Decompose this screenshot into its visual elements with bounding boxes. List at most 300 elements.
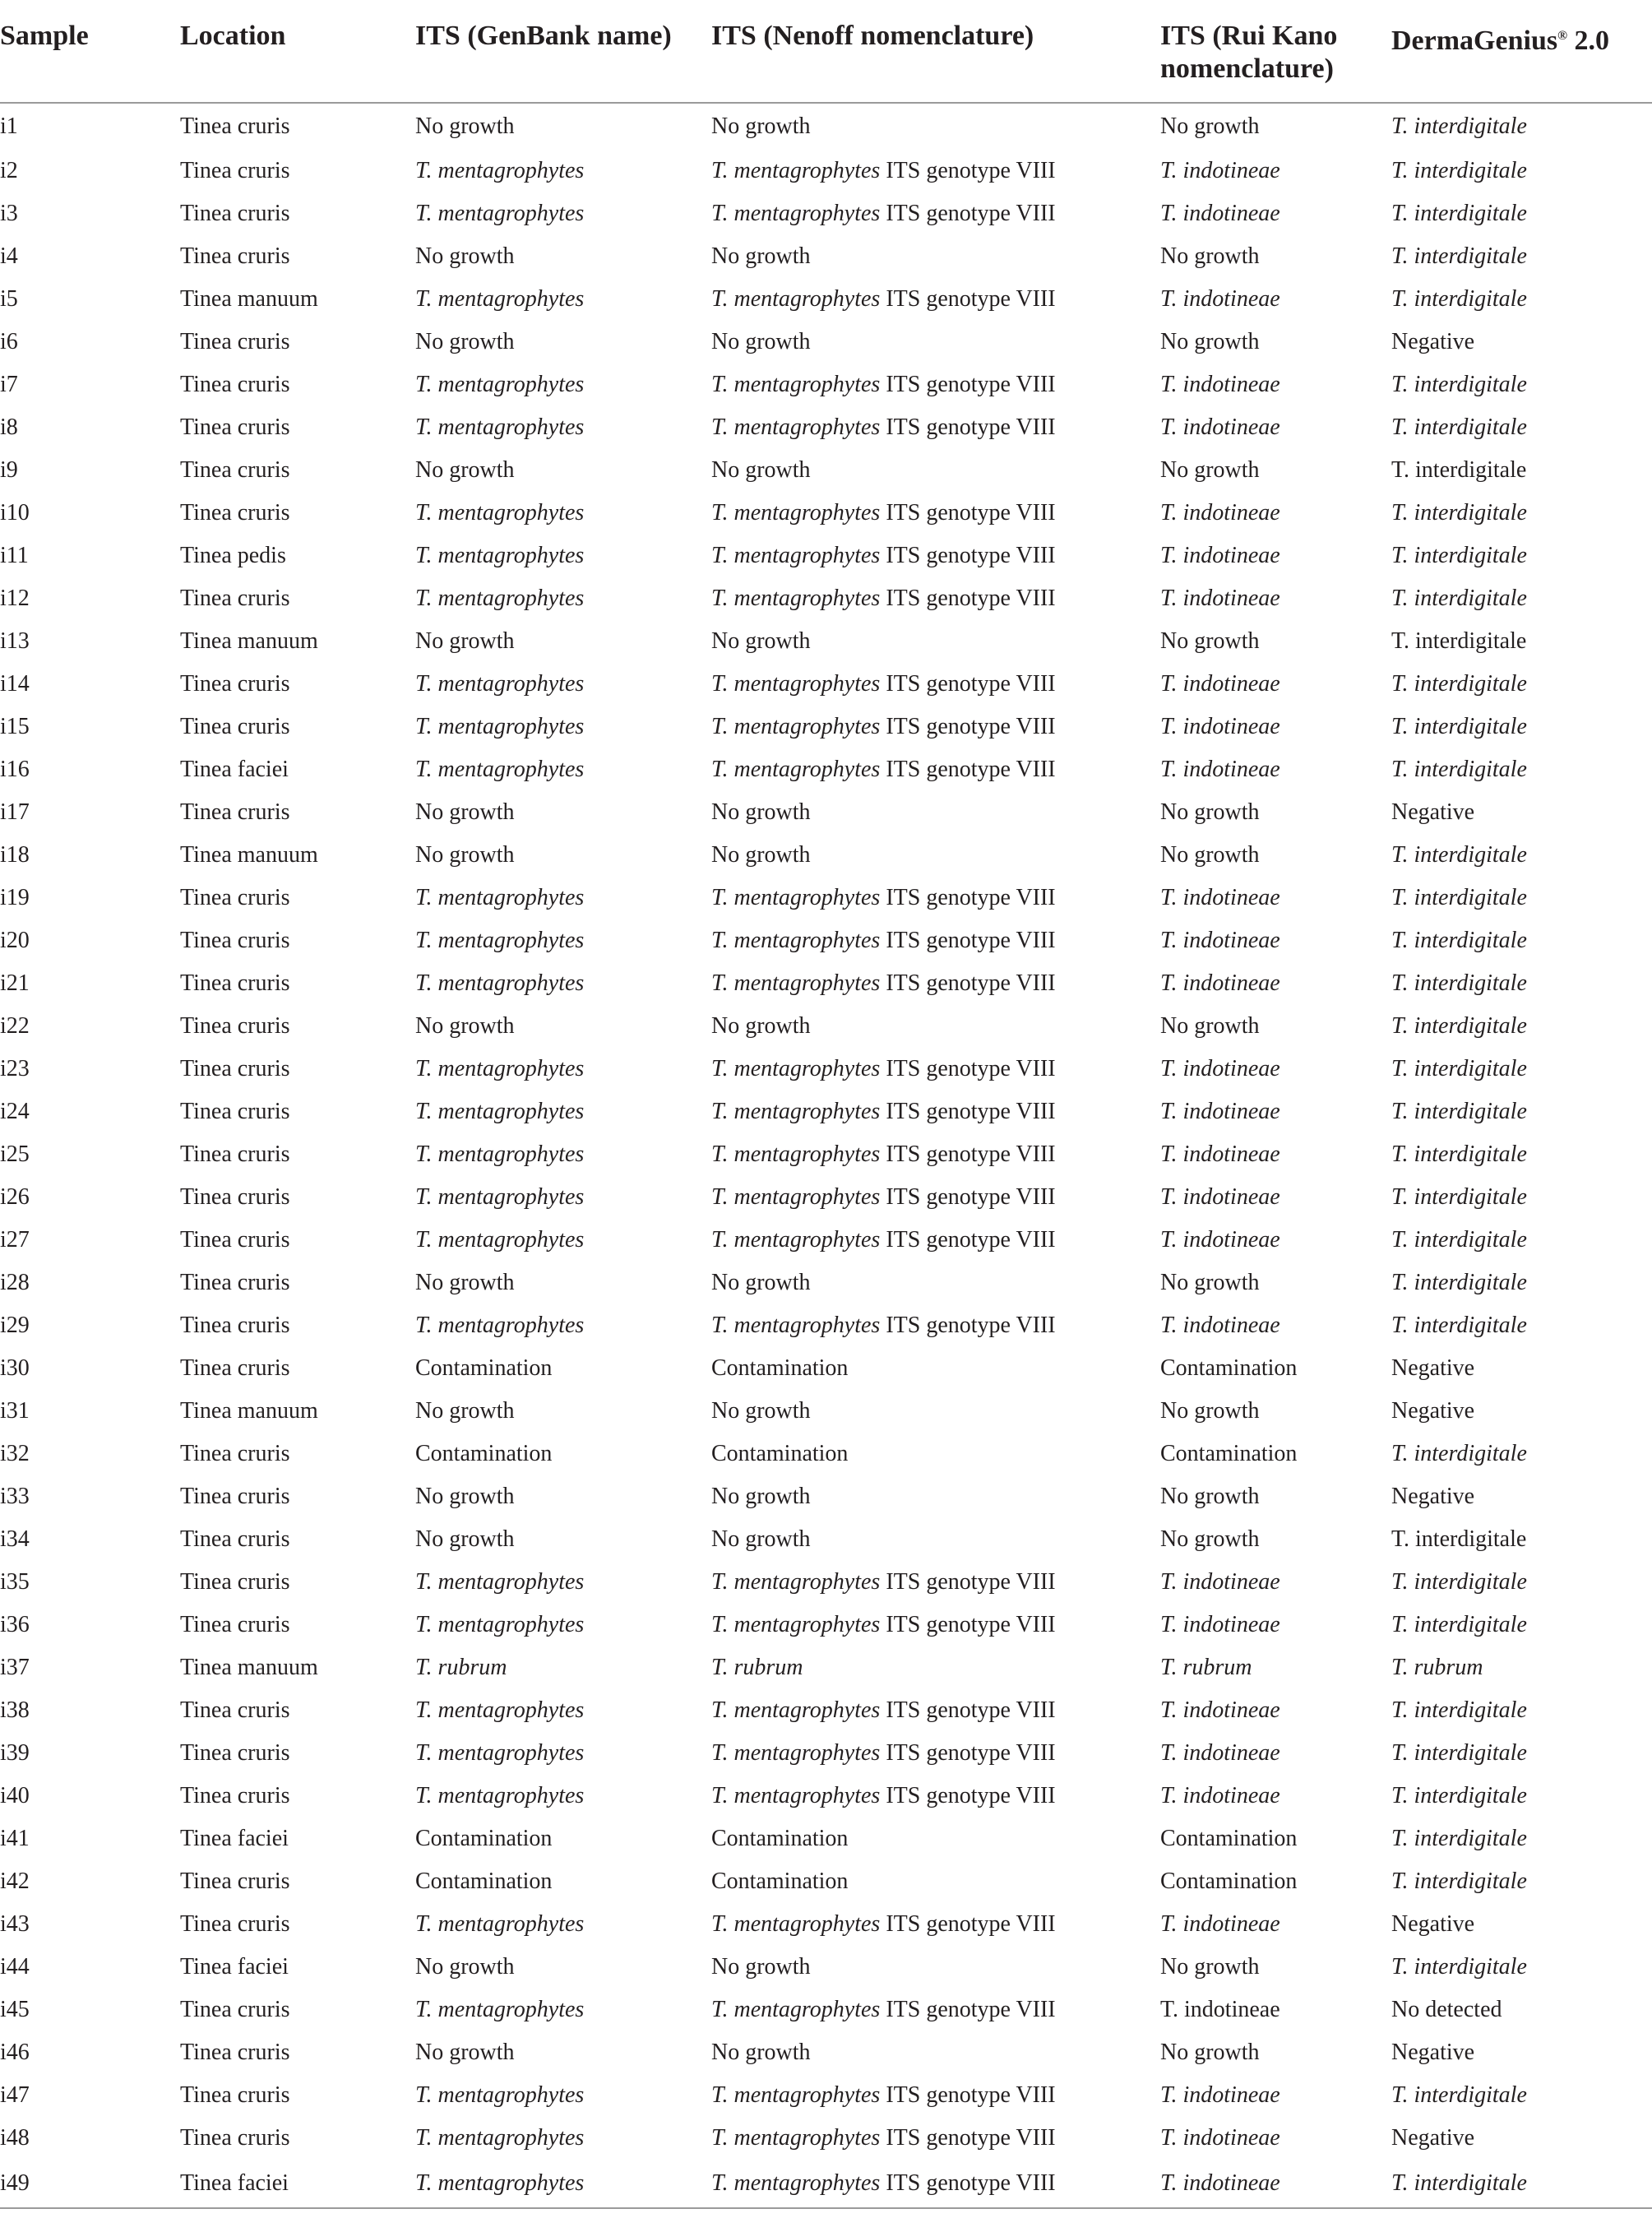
cell-sample: i46 [0, 2040, 30, 2065]
cell-sample: i42 [0, 1868, 30, 1894]
cell-sample: i5 [0, 286, 18, 312]
cell-dermagenius: T. interdigitale [1391, 1099, 1527, 1124]
cell-its-kano: No growth [1160, 113, 1260, 139]
cell-its-kano: T. indotineae [1160, 1697, 1280, 1723]
cell-its-genbank: T. mentagrophytes [415, 1569, 585, 1595]
cell-dermagenius: T. rubrum [1391, 1655, 1483, 1680]
nenoff-species: T. mentagrophytes [711, 1997, 881, 2022]
table-row [0, 1390, 1652, 1433]
nenoff-genotype: ITS genotype VIII [880, 970, 1056, 996]
cell-its-kano: T. indotineae [1160, 1313, 1280, 1338]
cell-its-nenoff [711, 1304, 1160, 1347]
cell-sample: i36 [0, 1612, 30, 1637]
cell-dermagenius: T. interdigitale [1391, 158, 1527, 183]
nenoff-species: T. mentagrophytes [711, 1911, 881, 1937]
nenoff-genotype: ITS genotype VIII [880, 1227, 1056, 1253]
cell-location: Tinea cruris [180, 671, 290, 697]
nenoff-genotype: ITS genotype VIII [880, 201, 1056, 226]
nenoff-genotype: ITS genotype VIII [880, 158, 1056, 183]
table-row [0, 321, 1652, 364]
cell-location: Tinea cruris [180, 372, 290, 397]
cell-dermagenius: No detected [1391, 1997, 1502, 2022]
cell-location: Tinea cruris [180, 1569, 290, 1595]
cell-its-nenoff [711, 1604, 1160, 1646]
cell-dermagenius: Negative [1391, 799, 1475, 825]
cell-its-nenoff [711, 1775, 1160, 1818]
cell-its-kano: T. indotineae [1160, 500, 1280, 526]
cell-its-genbank: T. mentagrophytes [415, 586, 585, 611]
cell-location: Tinea cruris [180, 1184, 290, 1210]
cell-sample: i27 [0, 1227, 30, 1253]
cell-its-nenoff [711, 406, 1160, 449]
cell-its-kano: No growth [1160, 2040, 1260, 2065]
nenoff-genotype: ITS genotype VIII [880, 372, 1056, 397]
cell-location: Tinea cruris [180, 1911, 290, 1937]
cell-its-genbank: No growth [415, 243, 515, 269]
cell-its-nenoff [711, 1219, 1160, 1262]
table-header [0, 0, 1652, 103]
cell-its-kano: T. indotineae [1160, 414, 1280, 440]
table-row [0, 2160, 1652, 2208]
cell-its-genbank: T. mentagrophytes [415, 1783, 585, 1808]
cell-its-genbank: No growth [415, 842, 515, 868]
cell-sample: i12 [0, 586, 30, 611]
cell-its-nenoff [711, 1903, 1160, 1946]
table-row [0, 1518, 1652, 1561]
cell-its-kano: Contamination [1160, 1826, 1298, 1851]
cell-dermagenius: T. interdigitale [1391, 1569, 1527, 1595]
cell-sample: i37 [0, 1655, 30, 1680]
cell-location: Tinea manuum [180, 1655, 318, 1680]
cell-its-genbank: T. mentagrophytes [415, 671, 585, 697]
nenoff-species: T. mentagrophytes [711, 970, 881, 996]
cell-location: Tinea cruris [180, 970, 290, 996]
cell-location: Tinea cruris [180, 2082, 290, 2108]
table-row [0, 1219, 1652, 1262]
cell-its-nenoff [711, 150, 1160, 192]
cell-its-kano: T. indotineae [1160, 1997, 1280, 2022]
cell-sample: i4 [0, 243, 18, 269]
cell-its-kano: T. indotineae [1160, 286, 1280, 312]
cell-its-nenoff: No growth [711, 457, 811, 483]
nenoff-species: T. mentagrophytes [711, 158, 881, 183]
nenoff-species: T. mentagrophytes [711, 2082, 881, 2108]
cell-its-kano: No growth [1160, 329, 1260, 354]
cell-its-genbank: T. mentagrophytes [415, 928, 585, 953]
cell-dermagenius: Negative [1391, 329, 1475, 354]
cell-sample: i41 [0, 1826, 30, 1851]
cell-its-genbank: T. mentagrophytes [415, 885, 585, 910]
cell-its-genbank: T. mentagrophytes [415, 714, 585, 739]
cell-its-genbank: T. mentagrophytes [415, 1612, 585, 1637]
cell-dermagenius: T. interdigitale [1391, 1612, 1527, 1637]
cell-sample: i16 [0, 757, 30, 782]
cell-its-nenoff: Contamination [711, 1868, 849, 1894]
cell-dermagenius: T. interdigitale [1391, 885, 1527, 910]
cell-its-kano: T. indotineae [1160, 714, 1280, 739]
cell-sample: i6 [0, 329, 18, 354]
cell-its-kano: T. rubrum [1160, 1655, 1252, 1680]
cell-sample: i32 [0, 1441, 30, 1466]
table-row [0, 1689, 1652, 1732]
table-row [0, 1561, 1652, 1604]
nenoff-species: T. mentagrophytes [711, 1056, 881, 1081]
cell-dermagenius: T. interdigitale [1391, 1013, 1527, 1039]
cell-its-nenoff [711, 577, 1160, 620]
cell-dermagenius: T. interdigitale [1391, 1227, 1527, 1253]
cell-its-nenoff: No growth [711, 1526, 811, 1552]
table-row [0, 2074, 1652, 2117]
cell-its-kano: No growth [1160, 1270, 1260, 1295]
cell-its-genbank: No growth [415, 2040, 515, 2065]
cell-its-genbank: T. mentagrophytes [415, 158, 585, 183]
cell-its-kano: T. indotineae [1160, 2082, 1280, 2108]
nenoff-species: T. mentagrophytes [711, 1612, 881, 1637]
nenoff-species: T. mentagrophytes [711, 1184, 881, 1210]
cell-its-genbank: No growth [415, 1954, 515, 1980]
nenoff-species: T. mentagrophytes [711, 543, 881, 568]
cell-sample: i40 [0, 1783, 30, 1808]
nenoff-genotype: ITS genotype VIII [880, 2082, 1056, 2108]
cell-its-genbank: No growth [415, 1270, 515, 1295]
cell-sample: i7 [0, 372, 18, 397]
cell-its-kano: No growth [1160, 1526, 1260, 1552]
header-dermagenius-version: 2.0 [1567, 25, 1610, 56]
cell-sample: i11 [0, 543, 29, 568]
cell-sample: i23 [0, 1056, 30, 1081]
table-row [0, 1048, 1652, 1091]
cell-its-kano: T. indotineae [1160, 928, 1280, 953]
cell-dermagenius: T. interdigitale [1391, 543, 1527, 568]
cell-its-nenoff [711, 962, 1160, 1005]
cell-sample: i43 [0, 1911, 30, 1937]
cell-dermagenius: Negative [1391, 1398, 1475, 1424]
cell-its-nenoff: No growth [711, 1013, 811, 1039]
cell-its-nenoff [711, 1732, 1160, 1775]
cell-its-kano: T. indotineae [1160, 1911, 1280, 1937]
nenoff-genotype: ITS genotype VIII [880, 2125, 1056, 2151]
cell-its-kano: No growth [1160, 1013, 1260, 1039]
cell-sample: i28 [0, 1270, 30, 1295]
nenoff-genotype: ITS genotype VIII [880, 414, 1056, 440]
cell-dermagenius: T. interdigitale [1391, 1868, 1527, 1894]
table-row [0, 1818, 1652, 1860]
cell-location: Tinea cruris [180, 714, 290, 739]
nenoff-genotype: ITS genotype VIII [880, 1740, 1056, 1766]
header-dermagenius-name: DermaGenius [1391, 25, 1558, 56]
cell-its-genbank: Contamination [415, 1826, 553, 1851]
nenoff-genotype: ITS genotype VIII [880, 671, 1056, 697]
nenoff-genotype: ITS genotype VIII [880, 286, 1056, 312]
header-sample: Sample [0, 0, 180, 103]
nenoff-genotype: ITS genotype VIII [880, 1612, 1056, 1637]
cell-dermagenius: Negative [1391, 2125, 1475, 2151]
cell-sample: i9 [0, 457, 18, 483]
cell-dermagenius: T. interdigitale [1391, 457, 1527, 483]
cell-its-nenoff [711, 278, 1160, 321]
cell-its-nenoff [711, 1048, 1160, 1091]
table-row [0, 406, 1652, 449]
cell-its-nenoff [711, 2160, 1160, 2208]
cell-its-kano: No growth [1160, 799, 1260, 825]
cell-its-nenoff: No growth [711, 628, 811, 654]
cell-dermagenius: T. interdigitale [1391, 1826, 1527, 1851]
cell-dermagenius: T. interdigitale [1391, 1313, 1527, 1338]
cell-dermagenius: T. interdigitale [1391, 1141, 1527, 1167]
nenoff-species: T. mentagrophytes [711, 201, 881, 226]
cell-its-kano: T. indotineae [1160, 1612, 1280, 1637]
table-row [0, 1005, 1652, 1048]
cell-location: Tinea cruris [180, 1099, 290, 1124]
cell-location: Tinea manuum [180, 628, 318, 654]
table-row [0, 492, 1652, 535]
cell-its-genbank: Contamination [415, 1441, 553, 1466]
cell-its-nenoff: T. rubrum [711, 1655, 803, 1680]
cell-location: Tinea cruris [180, 1441, 290, 1466]
cell-location: Tinea cruris [180, 1697, 290, 1723]
cell-its-nenoff [711, 919, 1160, 962]
table-row [0, 577, 1652, 620]
cell-its-nenoff [711, 877, 1160, 919]
cell-its-kano: T. indotineae [1160, 1740, 1280, 1766]
cell-its-kano: No growth [1160, 1954, 1260, 1980]
cell-its-genbank: No growth [415, 1398, 515, 1424]
cell-dermagenius: T. interdigitale [1391, 201, 1527, 226]
nenoff-species: T. mentagrophytes [711, 671, 881, 697]
nenoff-genotype: ITS genotype VIII [880, 500, 1056, 526]
table-row [0, 1775, 1652, 1818]
cell-its-genbank: T. mentagrophytes [415, 286, 585, 312]
table-row [0, 449, 1652, 492]
cell-its-nenoff [711, 492, 1160, 535]
cell-sample: i33 [0, 1484, 30, 1509]
cell-location: Tinea cruris [180, 799, 290, 825]
cell-its-genbank: Contamination [415, 1868, 553, 1894]
cell-its-genbank: T. mentagrophytes [415, 201, 585, 226]
cell-dermagenius: T. interdigitale [1391, 928, 1527, 953]
cell-its-genbank: T. mentagrophytes [415, 500, 585, 526]
cell-its-kano: T. indotineae [1160, 372, 1280, 397]
cell-its-nenoff: No growth [711, 243, 811, 269]
nenoff-genotype: ITS genotype VIII [880, 2170, 1056, 2196]
cell-its-nenoff [711, 1133, 1160, 1176]
cell-its-kano: Contamination [1160, 1868, 1298, 1894]
table-row [0, 535, 1652, 577]
table-row [0, 1860, 1652, 1903]
cell-dermagenius: T. interdigitale [1391, 1783, 1527, 1808]
cell-its-genbank: T. mentagrophytes [415, 1141, 585, 1167]
table-row [0, 748, 1652, 791]
nenoff-genotype: ITS genotype VIII [880, 1056, 1056, 1081]
cell-sample: i30 [0, 1355, 30, 1381]
cell-its-genbank: T. mentagrophytes [415, 2125, 585, 2151]
cell-dermagenius: T. interdigitale [1391, 2160, 1652, 2208]
nenoff-species: T. mentagrophytes [711, 885, 881, 910]
cell-sample: i17 [0, 799, 30, 825]
cell-location: Tinea cruris [180, 1355, 290, 1381]
cell-dermagenius: T. interdigitale [1391, 286, 1527, 312]
cell-sample: i10 [0, 500, 30, 526]
cell-sample: i38 [0, 1697, 30, 1723]
cell-its-kano: No growth [1160, 1398, 1260, 1424]
nenoff-species: T. mentagrophytes [711, 1099, 881, 1124]
nenoff-genotype: ITS genotype VIII [880, 757, 1056, 782]
table-row [0, 235, 1652, 278]
nenoff-species: T. mentagrophytes [711, 586, 881, 611]
cell-sample: i25 [0, 1141, 30, 1167]
table-row [0, 1604, 1652, 1646]
cell-dermagenius: T. interdigitale [1391, 1184, 1527, 1210]
cell-its-kano: No growth [1160, 457, 1260, 483]
cell-sample: i47 [0, 2082, 30, 2108]
cell-its-nenoff [711, 192, 1160, 235]
nenoff-species: T. mentagrophytes [711, 714, 881, 739]
cell-its-genbank: T. mentagrophytes [415, 1313, 585, 1338]
nenoff-genotype: ITS genotype VIII [880, 1697, 1056, 1723]
cell-location: Tinea cruris [180, 1740, 290, 1766]
table-row [0, 1903, 1652, 1946]
cell-dermagenius: T. interdigitale [1391, 757, 1527, 782]
cell-sample: i21 [0, 970, 30, 996]
cell-dermagenius: Negative [1391, 1484, 1475, 1509]
cell-its-kano: T. indotineae [1160, 970, 1280, 996]
table-row [0, 620, 1652, 663]
table-row [0, 2031, 1652, 2074]
cell-its-nenoff [711, 364, 1160, 406]
cell-sample: i44 [0, 1954, 30, 1980]
cell-location: Tinea cruris [180, 1526, 290, 1552]
cell-its-kano: T. indotineae [1160, 1099, 1280, 1124]
table-row [0, 364, 1652, 406]
nenoff-species: T. mentagrophytes [711, 2170, 881, 2196]
cell-its-genbank: T. mentagrophytes [415, 1227, 585, 1253]
table-row [0, 877, 1652, 919]
cell-its-genbank: No growth [415, 1484, 515, 1509]
cell-sample: i48 [0, 2125, 30, 2151]
nenoff-genotype: ITS genotype VIII [880, 1997, 1056, 2022]
nenoff-genotype: ITS genotype VIII [880, 1911, 1056, 1937]
nenoff-species: T. mentagrophytes [711, 2125, 881, 2151]
table-row [0, 706, 1652, 748]
cell-its-kano: T. indotineae [1160, 543, 1280, 568]
nenoff-species: T. mentagrophytes [711, 1697, 881, 1723]
cell-dermagenius: T. interdigitale [1391, 970, 1527, 996]
cell-location: Tinea cruris [180, 1141, 290, 1167]
nenoff-genotype: ITS genotype VIII [880, 714, 1056, 739]
cell-its-kano: No growth [1160, 842, 1260, 868]
cell-its-nenoff: No growth [711, 113, 811, 139]
cell-its-genbank: T. mentagrophytes [415, 372, 585, 397]
cell-sample: i8 [0, 414, 18, 440]
cell-its-nenoff [711, 535, 1160, 577]
cell-its-nenoff [711, 706, 1160, 748]
cell-its-genbank: T. mentagrophytes [415, 543, 585, 568]
nenoff-species: T. mentagrophytes [711, 286, 881, 312]
cell-its-nenoff: No growth [711, 1270, 811, 1295]
cell-its-nenoff [711, 748, 1160, 791]
nenoff-species: T. mentagrophytes [711, 1141, 881, 1167]
cell-location: Tinea cruris [180, 1997, 290, 2022]
table-row [0, 103, 1652, 150]
nenoff-species: T. mentagrophytes [711, 928, 881, 953]
cell-location: Tinea faciei [180, 1954, 289, 1980]
cell-location: Tinea cruris [180, 885, 290, 910]
cell-location: Tinea manuum [180, 1398, 318, 1424]
cell-location: Tinea cruris [180, 586, 290, 611]
cell-location: Tinea cruris [180, 329, 290, 354]
cell-location: Tinea cruris [180, 1783, 290, 1808]
cell-sample: i45 [0, 1997, 30, 2022]
cell-location: Tinea cruris [180, 928, 290, 953]
cell-its-kano: T. indotineae [1160, 1783, 1280, 1808]
cell-dermagenius: Negative [1391, 1355, 1475, 1381]
table-row [0, 1732, 1652, 1775]
cell-its-genbank: T. mentagrophytes [415, 1911, 585, 1937]
cell-its-genbank: T. mentagrophytes [415, 414, 585, 440]
nenoff-genotype: ITS genotype VIII [880, 1783, 1056, 1808]
cell-its-nenoff [711, 2117, 1160, 2160]
cell-its-kano: No growth [1160, 628, 1260, 654]
cell-its-genbank: No growth [415, 799, 515, 825]
registered-mark: ® [1557, 29, 1568, 43]
nenoff-genotype: ITS genotype VIII [880, 586, 1056, 611]
cell-its-nenoff [711, 1091, 1160, 1133]
cell-its-kano: T. indotineae [1160, 158, 1280, 183]
cell-location: Tinea cruris [180, 1056, 290, 1081]
cell-location: Tinea cruris [180, 500, 290, 526]
cell-its-kano: No growth [1160, 243, 1260, 269]
cell-dermagenius: T. interdigitale [1391, 1697, 1527, 1723]
cell-sample: i19 [0, 885, 30, 910]
table-row [0, 1433, 1652, 1475]
nenoff-species: T. mentagrophytes [711, 414, 881, 440]
nenoff-genotype: ITS genotype VIII [880, 1184, 1056, 1210]
cell-location: Tinea cruris [180, 1484, 290, 1509]
cell-location: Tinea pedis [180, 543, 286, 568]
header-location: Location [180, 0, 415, 103]
table-row [0, 962, 1652, 1005]
cell-its-genbank: T. mentagrophytes [415, 1184, 585, 1210]
nenoff-species: T. mentagrophytes [711, 1227, 881, 1253]
cell-location: Tinea manuum [180, 842, 318, 868]
cell-its-kano: Contamination [1160, 1441, 1298, 1466]
cell-sample: i22 [0, 1013, 30, 1039]
nenoff-species: T. mentagrophytes [711, 1569, 881, 1595]
cell-dermagenius: T. interdigitale [1391, 628, 1527, 654]
table-row [0, 1262, 1652, 1304]
nenoff-genotype: ITS genotype VIII [880, 1569, 1056, 1595]
cell-location: Tinea cruris [180, 1313, 290, 1338]
table-row [0, 1091, 1652, 1133]
table-row [0, 834, 1652, 877]
cell-sample: i26 [0, 1184, 30, 1210]
table-row [0, 278, 1652, 321]
cell-location: Tinea cruris [180, 1612, 290, 1637]
cell-sample: i31 [0, 1398, 30, 1424]
cell-its-nenoff: No growth [711, 1484, 811, 1509]
cell-its-kano: T. indotineae [1160, 1184, 1280, 1210]
cell-its-genbank: T. mentagrophytes [415, 2160, 711, 2208]
cell-sample: i20 [0, 928, 30, 953]
cell-its-nenoff [711, 1176, 1160, 1219]
cell-dermagenius: T. interdigitale [1391, 586, 1527, 611]
header-its-kano-line1: ITS (Rui Kano [1160, 21, 1338, 51]
cell-location: Tinea faciei [180, 757, 289, 782]
header-row [0, 0, 1652, 103]
cell-dermagenius: T. interdigitale [1391, 243, 1527, 269]
nenoff-genotype: ITS genotype VIII [880, 543, 1056, 568]
header-its-nenoff: ITS (Nenoff nomenclature) [711, 0, 1160, 103]
